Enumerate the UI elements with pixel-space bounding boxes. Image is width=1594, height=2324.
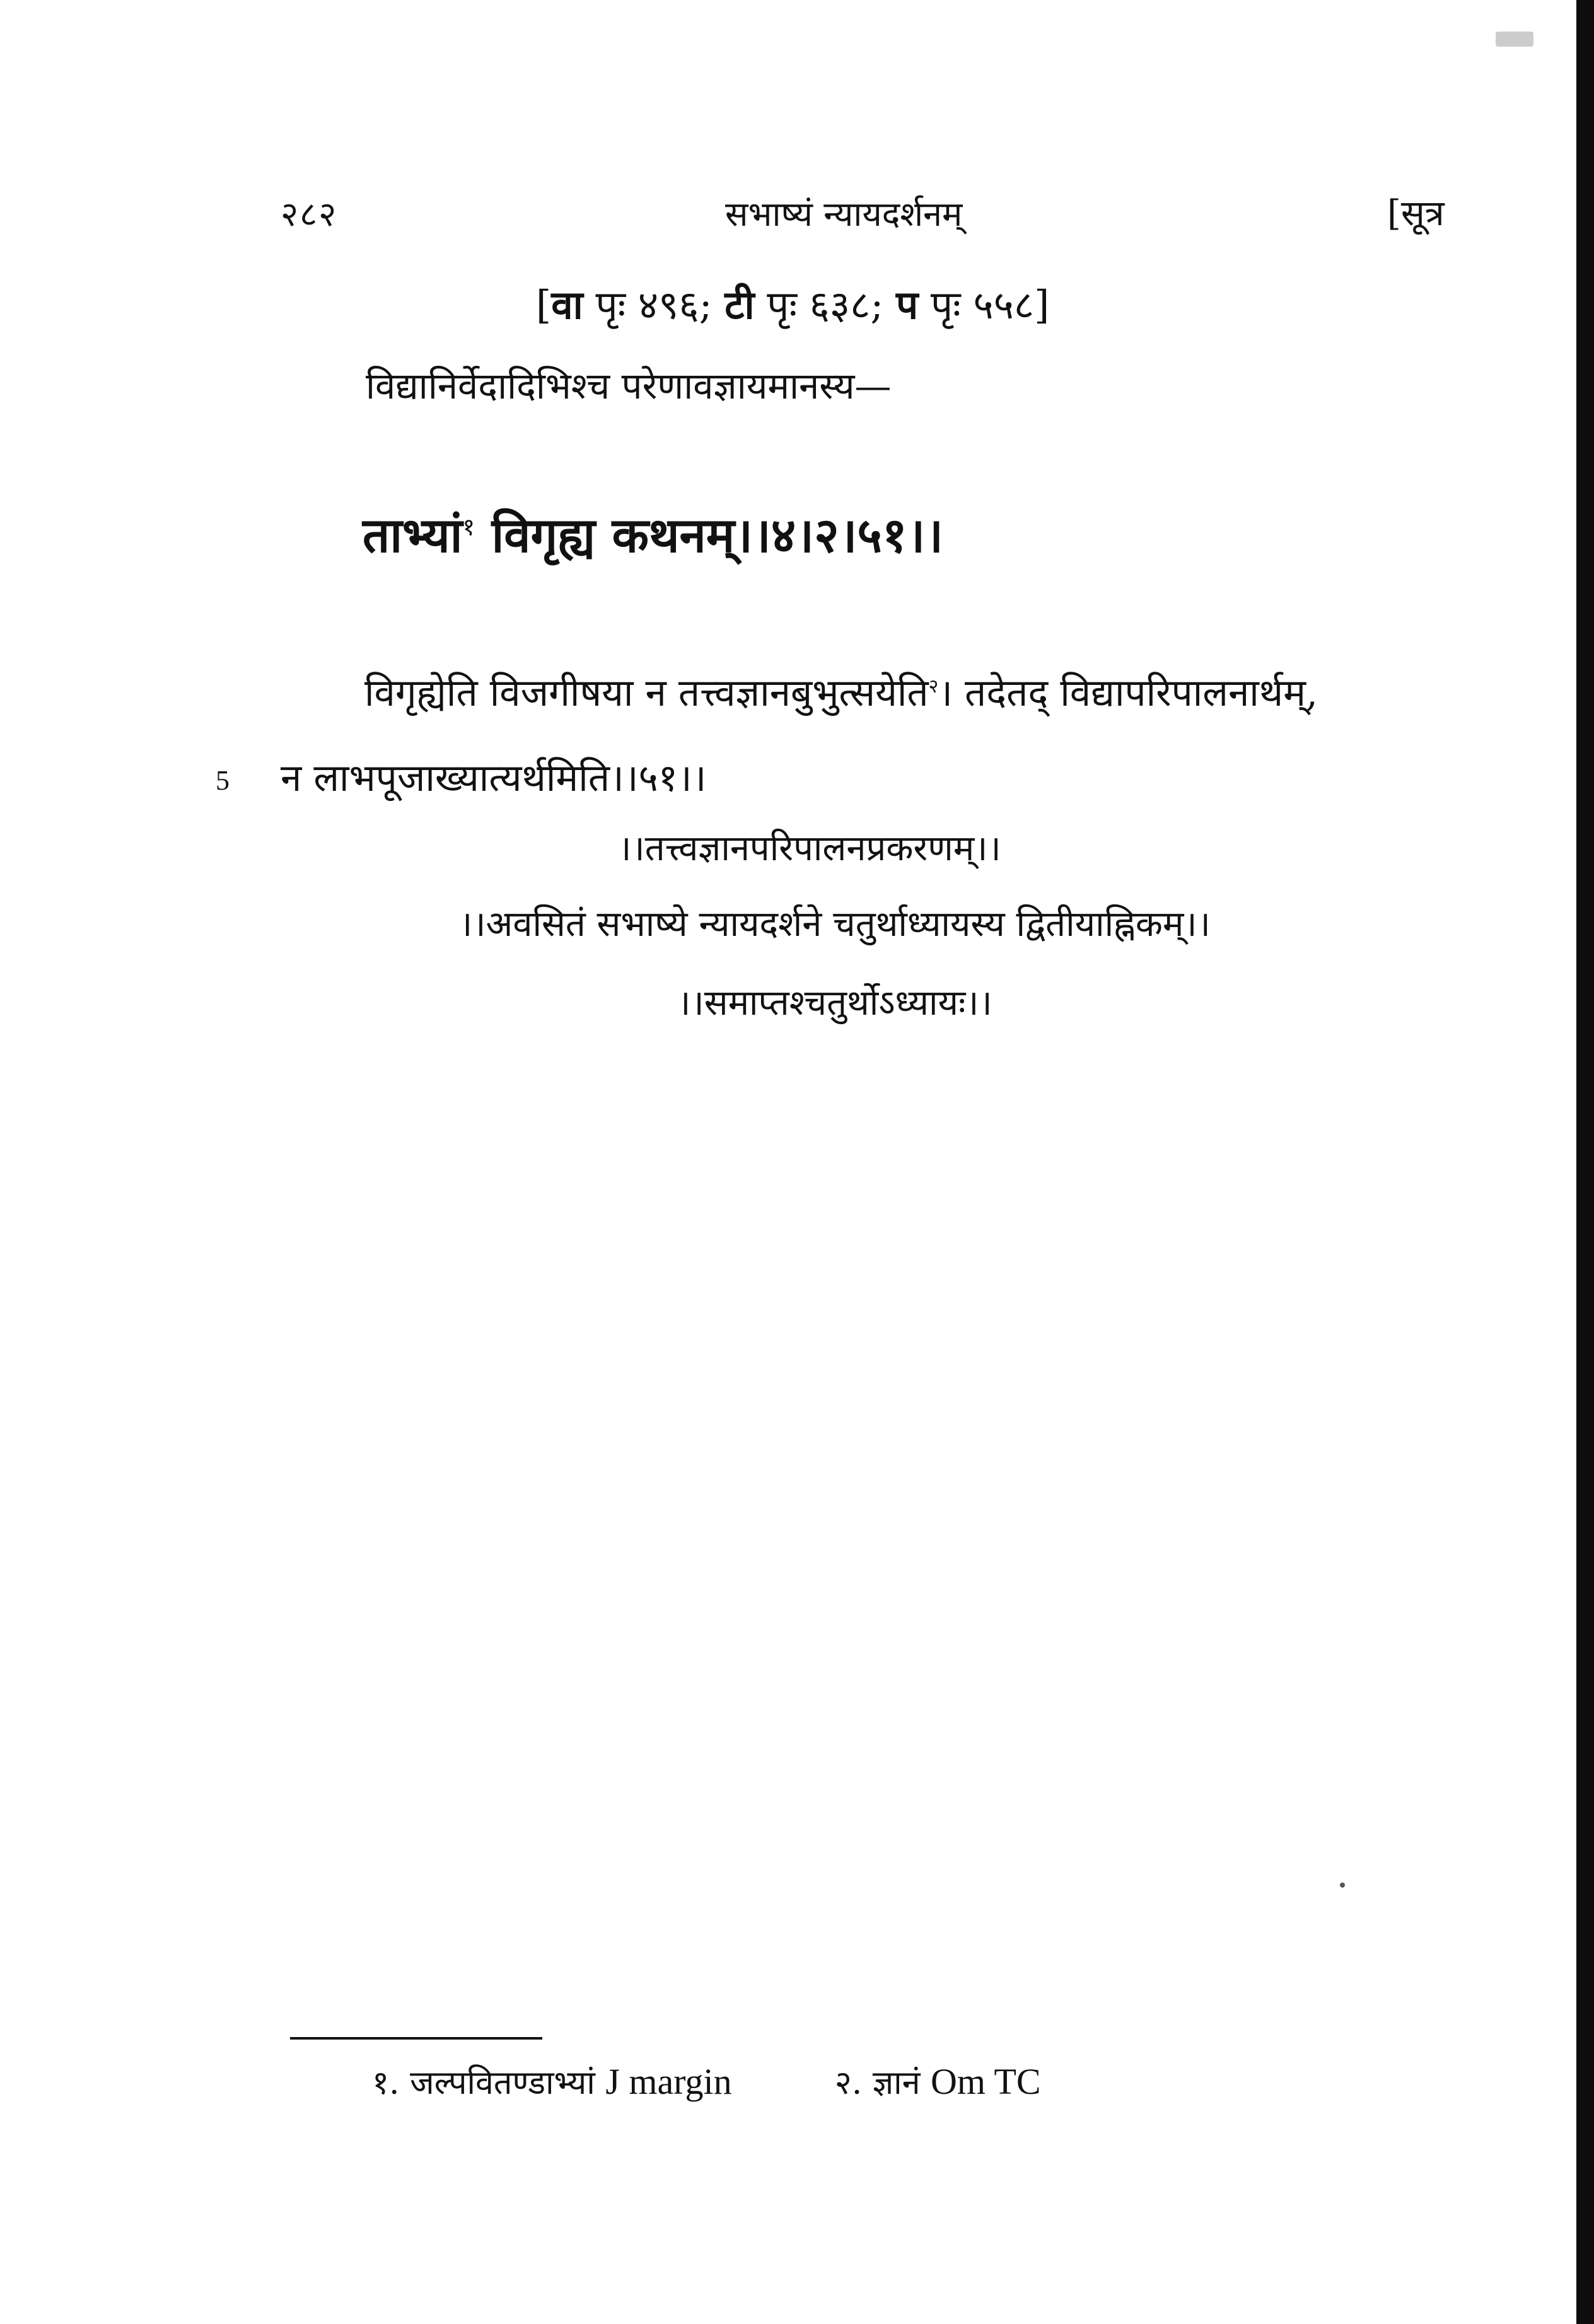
section-mark: [सूत्र xyxy=(1387,193,1445,234)
footnote-2-mark: २. xyxy=(834,2064,863,2102)
edition-references xyxy=(536,277,1049,330)
adhyaya-colophon: ।।समाप्तश्चतुर्थोऽध्यायः।। xyxy=(677,983,992,1024)
footnotes xyxy=(372,2059,1041,2104)
sutra-part-2: विगृह्य कथनम्।।४।२।५१।। xyxy=(475,507,944,563)
footnote-1-mark: १. xyxy=(372,2064,400,2102)
sutra-text xyxy=(363,501,943,566)
running-title: सभाष्यं न्यायदर्शनम् xyxy=(725,194,963,234)
footnote-mark-2: २ xyxy=(928,675,939,698)
ref-pa-value: पृः ५५८ xyxy=(918,282,1035,328)
ref-ti-label: टी xyxy=(724,282,755,328)
scan-speck xyxy=(1496,32,1533,47)
footnote-2-text: ज्ञानं xyxy=(872,2064,921,2102)
footnote-2-source: Om TC xyxy=(931,2061,1041,2102)
ref-va-label: वा xyxy=(551,282,583,328)
page-number: २८२ xyxy=(281,194,338,234)
ref-open-bracket: [ xyxy=(536,282,552,328)
ref-va-value: पृः ४९६; xyxy=(583,282,725,328)
ref-pa-label: प xyxy=(896,282,919,328)
commentary-line-1-part-1: विगृह्येति विजगीषया न तत्त्वज्ञानबुभुत्सयेति xyxy=(364,671,929,715)
footnote-1-source: J margin xyxy=(605,2061,732,2102)
ref-close-bracket: ] xyxy=(1034,282,1050,328)
scan-speck xyxy=(1340,1883,1345,1888)
scan-edge-bar xyxy=(1576,0,1594,2324)
footnote-1-text: जल्पवितण्डाभ्यां xyxy=(410,2064,595,2102)
footnote-separator xyxy=(290,2037,542,2040)
line-number: 5 xyxy=(216,765,230,796)
ahnika-colophon: ।।अवसितं सभाष्ये न्यायदर्शने चतुर्थाध्यायस्य द्वितीयाह्निकम्।। xyxy=(459,904,1211,945)
ref-ti-value: पृः ६३८; xyxy=(754,282,897,328)
commentary-line-1 xyxy=(364,665,1318,717)
footnote-mark-1: १ xyxy=(462,513,475,541)
commentary-line-2: न लाभपूजाख्यात्यर्थमिति।।५१।। xyxy=(281,756,707,800)
intro-line: विद्यानिर्वेदादिभिश्च परेणावज्ञायमानस्य— xyxy=(366,365,892,407)
commentary-line-1-part-2: । तदेतद् विद्यापरिपालनार्थम्, xyxy=(938,671,1318,715)
prakarana-colophon: ।।तत्त्वज्ञानपरिपालनप्रकरणम्।। xyxy=(618,828,1001,869)
sutra-part-1: ताभ्यां xyxy=(363,507,463,563)
